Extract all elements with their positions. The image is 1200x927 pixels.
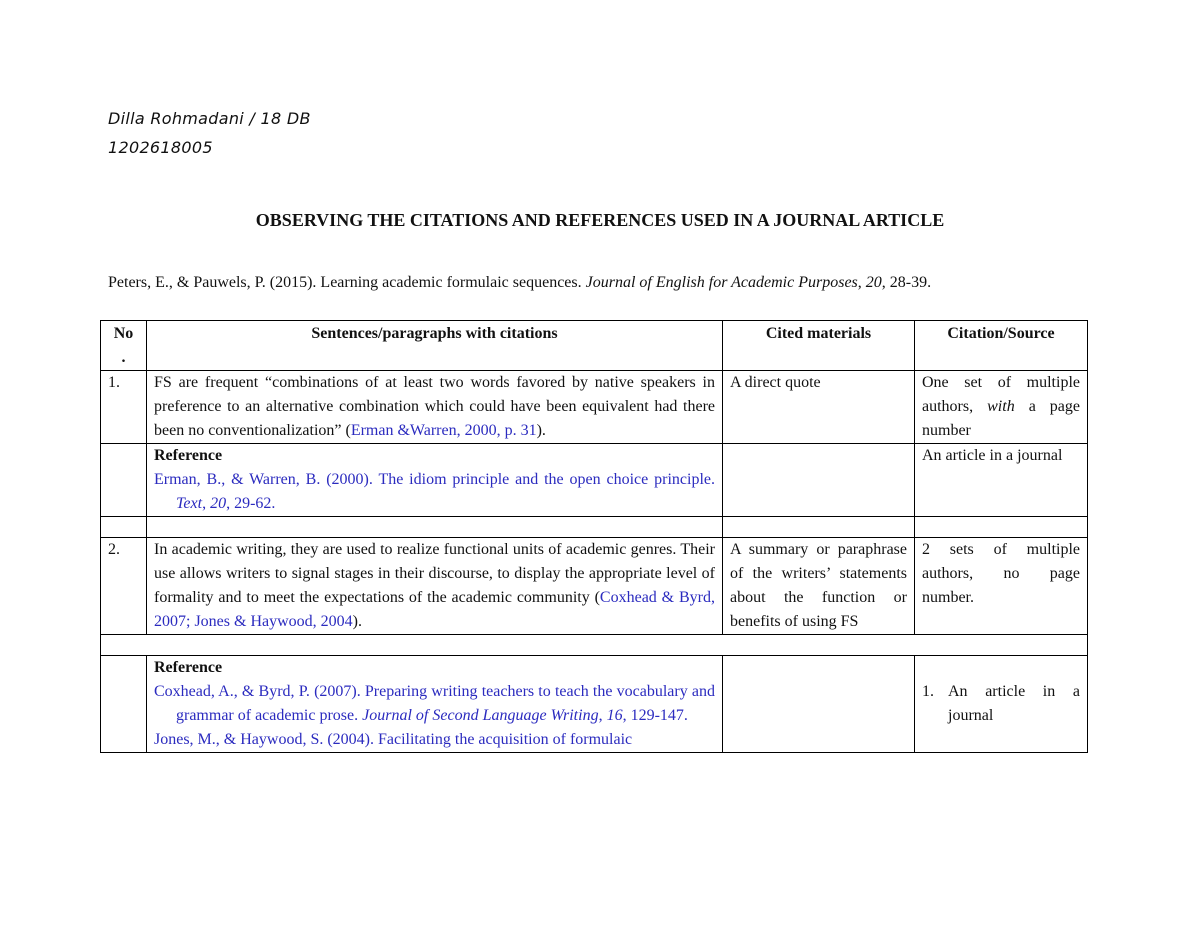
reference-text: Coxhead, A., & Byrd, P. (2007). Preparing writing teachers to teach the vocabulary and grammar of academic prose. xyxy=(154,683,715,724)
header-no-top: No xyxy=(113,325,134,342)
header-no-bottom: . xyxy=(121,349,126,366)
reference-label: Reference xyxy=(154,659,223,676)
citation-table xyxy=(100,320,1088,753)
header-cited: Cited materials xyxy=(723,321,915,371)
reference-pages: , 129-147. xyxy=(622,707,688,724)
reference-journal: Text xyxy=(176,495,203,512)
reference-label: Reference xyxy=(154,447,223,464)
spacer-row xyxy=(101,517,1088,538)
sentence-text: FS are frequent “combinations of at least two words favored by native speakers in preference to an alternative combination which could have been equivalent had there been no conventionalization” ( xyxy=(154,374,715,439)
sentence-cell xyxy=(147,538,723,635)
header-sentences: Sentences/paragraphs with citations xyxy=(147,321,723,371)
page-title: OBSERVING THE CITATIONS AND REFERENCES USED IN A JOURNAL ARTICLE xyxy=(255,210,945,230)
student-name: Dilla Rohmadani / 18 DB xyxy=(108,109,311,128)
reference-cell xyxy=(147,444,723,517)
reference-volume: 20 xyxy=(210,495,227,512)
source-volume: 20 xyxy=(865,274,882,291)
sentence-end: ). xyxy=(352,613,362,630)
reference-row xyxy=(101,656,1088,753)
empty-cell xyxy=(101,444,147,517)
cited-material-cell: A summary or paraphrase of the writers’ statements about the function or benefits of using FS xyxy=(723,538,915,635)
source-emphasis: with xyxy=(987,398,1015,415)
source-journal: Journal of English for Academic Purposes xyxy=(585,274,858,291)
list-number: 1. xyxy=(922,683,934,700)
empty-cell xyxy=(723,517,915,538)
row-number: 1. xyxy=(101,371,147,444)
sentence-text: In academic writing, they are used to realize functional units of academic genres. Their use allows writers to signal stages in their discourse, to display the appropriate level of formality and to meet the expectations of the academic community ( xyxy=(154,541,715,606)
in-text-citation: Jones & Haywood, 2004 xyxy=(194,613,353,630)
citation-separator: ; xyxy=(186,613,195,630)
in-text-citation: Erman &Warren, 2000, p. 31 xyxy=(350,422,537,439)
reference-source-cell xyxy=(915,656,1088,753)
empty-cell xyxy=(147,517,723,538)
source-reference: Peters, E., & Pauwels, P. (2015). Learning academic formulaic sequences. Journal of English for Academic Purposes, 20, 28-39. xyxy=(108,274,932,291)
table-header-row xyxy=(101,321,1088,371)
reference-source-cell: An article in a journal xyxy=(915,444,1088,517)
source-text: One set of multiple authors, xyxy=(922,374,1080,415)
reference-volume: 16 xyxy=(606,707,623,724)
source-list-item xyxy=(922,680,1080,728)
empty-cell xyxy=(723,656,915,753)
reference-pages: , 29-62. xyxy=(226,495,276,512)
header-no xyxy=(101,321,147,371)
reference-entry: Jones, M., & Haywood, S. (2004). Facilitating the acquisition of formulaic xyxy=(154,731,633,748)
source-text-end: a page number xyxy=(922,398,1081,439)
spacer-row xyxy=(101,635,1088,656)
reference-row xyxy=(101,444,1088,517)
in-text-citation: Coxhead & Byrd, 2007 xyxy=(154,589,715,630)
reference-entry: Coxhead, A., & Byrd, P. (2007). Preparing writing teachers to teach the vocabulary and grammar of academic prose. Journal of Second Language Writing, 16, 129-147. xyxy=(154,683,715,724)
citation-source-cell xyxy=(915,371,1088,444)
sentence-end: ). xyxy=(536,422,546,439)
sentence-cell xyxy=(147,371,723,444)
source-authors-title: Peters, E., & Pauwels, P. (2015). Learning academic formulaic sequences. xyxy=(108,274,582,291)
reference-cell xyxy=(147,656,723,753)
table-row xyxy=(101,538,1088,635)
empty-cell xyxy=(101,656,147,753)
empty-cell xyxy=(915,517,1088,538)
reference-text: Erman, B., & Warren, B. (2000). The idiom principle and the open choice principle. xyxy=(154,471,715,488)
header-source: Citation/Source xyxy=(915,321,1088,371)
row-number: 2. xyxy=(101,538,147,635)
empty-cell xyxy=(101,517,147,538)
student-id: 1202618005 xyxy=(108,138,213,157)
list-text: An article in a journal xyxy=(948,683,1080,724)
reference-journal: Journal of Second Language Writing xyxy=(362,707,599,724)
table-row xyxy=(101,371,1088,444)
cited-material-cell: A direct quote xyxy=(723,371,915,444)
citation-source-cell: 2 sets of multiple authors, no page number. xyxy=(915,538,1088,635)
reference-entry: Erman, B., & Warren, B. (2000). The idiom principle and the open choice principle. Text, 20, 29-62. xyxy=(154,471,715,512)
source-pages: , 28-39. xyxy=(881,274,932,291)
empty-cell xyxy=(723,444,915,517)
empty-cell xyxy=(101,635,1088,656)
